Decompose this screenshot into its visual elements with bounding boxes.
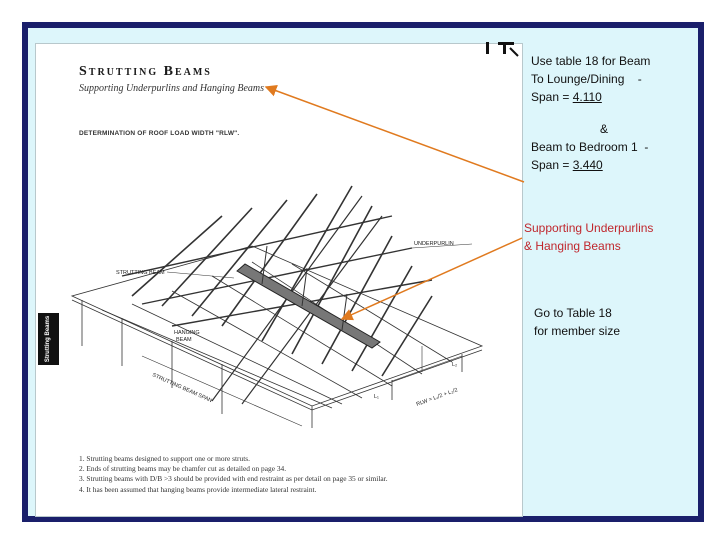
span1-value: 4.110 xyxy=(572,90,602,104)
ampersand: & xyxy=(600,122,609,136)
side-tab-label: Strutting Beams xyxy=(45,315,52,363)
scan-title: Strutting Beams xyxy=(79,64,212,79)
label-rlw: RLW = L₁/2 + L₂/2 xyxy=(415,387,459,408)
bedroom-annotation xyxy=(531,138,648,174)
table-annotation xyxy=(531,52,650,106)
label-underpurlin: UNDERPURLIN xyxy=(414,241,454,247)
label-strutting-beam: STRUTTING BEAM xyxy=(116,270,165,276)
span2-prefix: Span = xyxy=(531,158,573,172)
note-item: 1. Strutting beams designed to support one or more struts. xyxy=(79,454,250,463)
note-item: 3. Strutting beams with D/B >3 should be provided with end restraint as per detail on page 35 or similar. xyxy=(79,474,388,484)
supporting-line-2: & Hanging Beams xyxy=(524,239,621,253)
table-line-2: To Lounge/Dining - xyxy=(531,72,642,86)
supporting-line-1: Supporting Underpurlins xyxy=(524,221,654,235)
table-line-1: Use table 18 for Beam xyxy=(531,54,651,68)
label-beam-span: STRUTTING BEAM SPAN xyxy=(151,372,213,405)
supporting-annotation xyxy=(524,219,653,255)
span1-prefix: Span = xyxy=(531,90,573,104)
goto-line-1: Go to Table 18 xyxy=(534,306,612,320)
note-item: 2. Ends of strutting beams may be chamfer cut as detailed on page 34. xyxy=(79,464,287,474)
goto-line-2: for member size xyxy=(534,324,621,338)
arrow-to-beam xyxy=(342,238,522,319)
label-hanging-beam-1: HANGING xyxy=(174,330,200,336)
goto-annotation xyxy=(534,304,620,340)
scan-caption: DETERMINATION OF ROOF LOAD WIDTH "RLW". xyxy=(79,130,240,137)
label-l1: L₁ xyxy=(374,394,379,400)
note-item: 4. It has been assumed that hanging beams provide intermediate lateral restraint. xyxy=(79,484,317,494)
label-l2: L₂ xyxy=(452,362,458,368)
arrow-to-title xyxy=(266,87,524,182)
span2-value: 3.440 xyxy=(572,158,603,172)
label-hanging-beam-2: BEAM xyxy=(176,337,192,343)
bedroom-line: Beam to Bedroom 1 - xyxy=(531,140,649,154)
scan-subtitle: Supporting Underpurlins and Hanging Beams xyxy=(79,83,264,94)
